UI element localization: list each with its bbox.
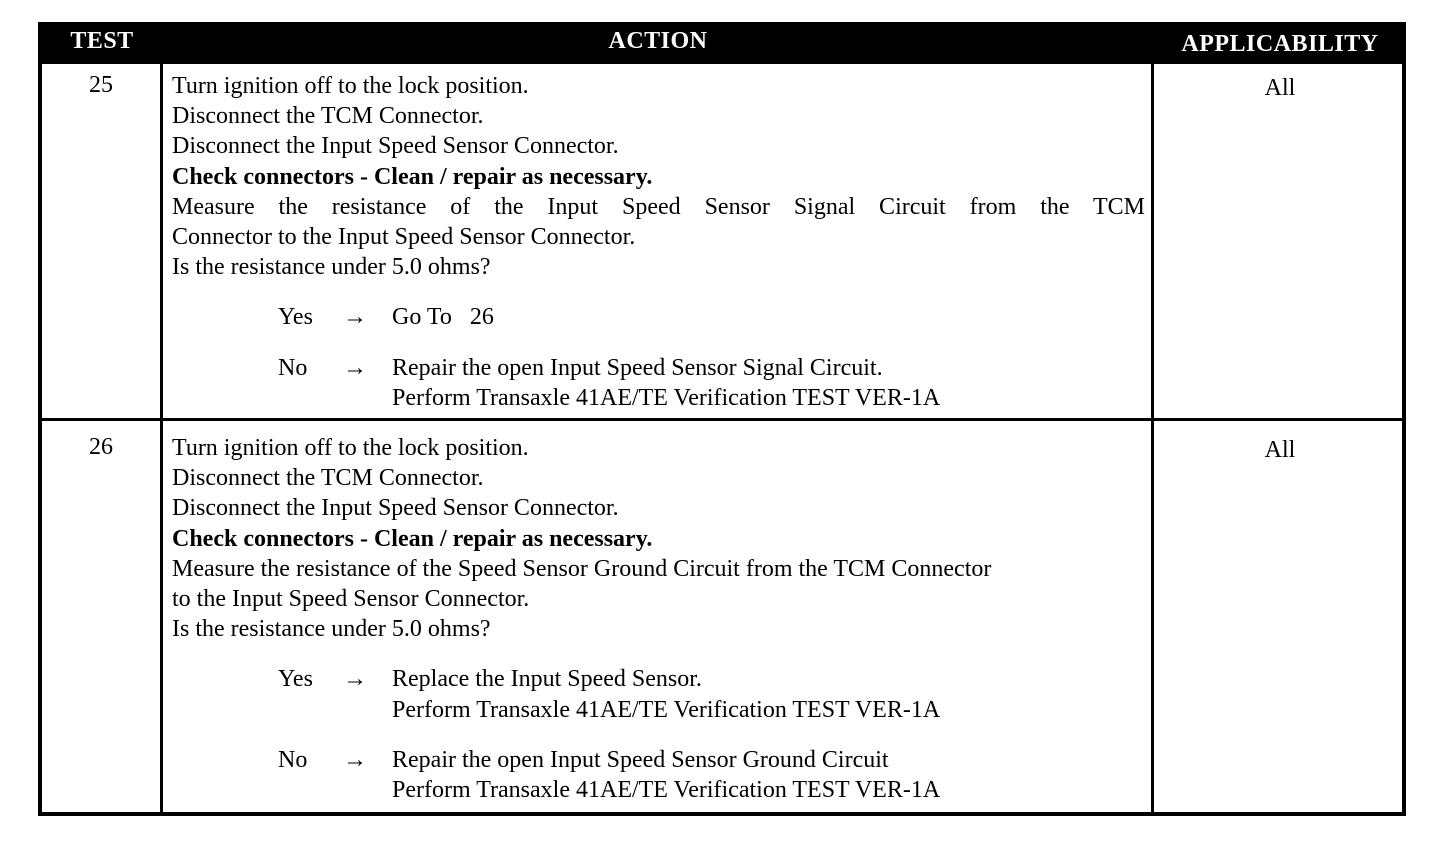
result-choices — [172, 302, 1147, 413]
header-test: TEST — [70, 28, 134, 54]
right-arrow-icon: → — [343, 666, 367, 693]
step-line: Turn ignition off to the lock position. — [172, 435, 529, 461]
no-label: No — [278, 746, 308, 773]
yes-choice — [172, 302, 1147, 332]
step-line: Disconnect the Input Speed Sensor Connector. — [172, 133, 619, 160]
table-header — [42, 22, 1406, 64]
header-applicability: APPLICABILITY — [1181, 31, 1379, 57]
yes-label: Yes — [278, 666, 313, 693]
column-divider — [160, 64, 163, 812]
measure-line: Connector to the Input Speed Sensor Connector. — [172, 224, 636, 251]
question-line: Is the resistance under 5.0 ohms? — [172, 616, 491, 643]
no-choice — [172, 353, 1147, 413]
step-line: Disconnect the Input Speed Sensor Connector. — [172, 495, 619, 522]
yes-label: Yes — [278, 304, 313, 331]
right-arrow-icon: → — [343, 746, 367, 773]
result-line: Perform Transaxle 41AE/TE Verification TEST VER-1A — [392, 777, 941, 804]
step-line: Disconnect the TCM Connector. — [172, 103, 484, 130]
no-result — [392, 353, 1147, 413]
right-arrow-icon: → — [343, 304, 367, 331]
result-choices — [172, 664, 1147, 805]
action-text — [172, 71, 1147, 433]
test-number: 25 — [89, 72, 113, 98]
check-connectors-line: Check connectors - Clean / repair as necessary. — [172, 163, 653, 190]
measure-line: Measure the resistance of the Speed Sensor Ground Circuit from the TCM Connector — [172, 555, 992, 582]
test-number: 26 — [89, 434, 113, 460]
action-text — [172, 433, 1147, 825]
applicability-value: All — [1264, 75, 1296, 101]
applicability-value: All — [1264, 437, 1296, 463]
result-line: Go To 26 — [392, 304, 494, 331]
result-line: Perform Transaxle 41AE/TE Verification TEST VER-1A — [392, 696, 941, 723]
header-action: ACTION — [608, 28, 708, 54]
step-line: Disconnect the TCM Connector. — [172, 465, 484, 492]
question-line: Is the resistance under 5.0 ohms? — [172, 254, 491, 281]
yes-choice — [172, 664, 1147, 724]
yes-result — [392, 302, 1147, 332]
no-result — [392, 745, 1147, 805]
check-connectors-line: Check connectors - Clean / repair as necessary. — [172, 525, 653, 552]
step-line: Turn ignition off to the lock position. — [172, 73, 529, 99]
no-label: No — [278, 354, 308, 381]
result-line: Repair the open Input Speed Sensor Signal Circuit. — [392, 354, 883, 381]
result-line: Repair the open Input Speed Sensor Ground Circuit — [392, 746, 889, 773]
measure-line: Measure the resistance of the Input Speed Sensor Signal Circuit from the TCM — [172, 193, 1145, 220]
measure-line: to the Input Speed Sensor Connector. — [172, 586, 530, 613]
result-line: Perform Transaxle 41AE/TE Verification TEST VER-1A — [392, 384, 941, 411]
right-arrow-icon: → — [343, 354, 367, 381]
no-choice — [172, 745, 1147, 805]
result-line: Replace the Input Speed Sensor. — [392, 666, 702, 693]
diagnostic-table — [38, 22, 1406, 816]
yes-result — [392, 664, 1147, 724]
